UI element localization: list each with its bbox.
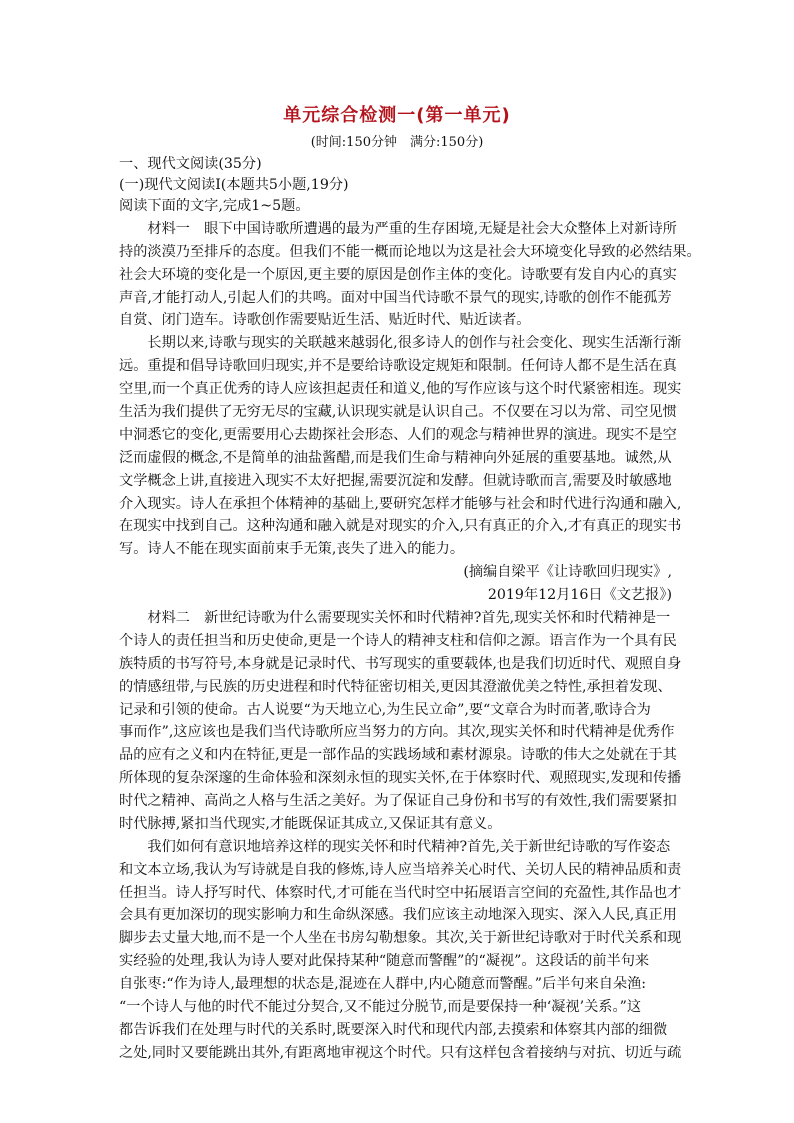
material2-line: 我们如何有意识地培养这样的现实关怀和时代精神?首先,关于新世纪诗歌的写作姿态 (119, 839, 671, 855)
material2-line: “一个诗人与他的时代不能过分契合,又不能过分脱节,而是要保持一种‘凝视’关系。”这 (119, 999, 642, 1015)
page-title: 单元综合检测一(第一单元) (283, 105, 511, 126)
material2-line: 自张枣:“作为诗人,最理想的状态是,混迹在人群中,内心随意而警醒。”后半句来自朵渔: (119, 976, 647, 992)
material2-line: 任担当。诗人抒写时代、体察时代,才可能在当代时空中拓展语言空间的充盈性,其作品也才 (119, 885, 682, 901)
material1-line: 长期以来,诗歌与现实的关联越来越弱化,很多诗人的创作与社会变化、现实生活渐行渐 (119, 335, 682, 351)
material2-line: 时代脉搏,紧扣当代现实,才能既保证其成立,又保证其有意义。 (119, 816, 502, 832)
material1-line: 生活为我们提供了无穷无尽的宝藏,认识现实就是认识自己。不仅要在习以为常、司空见惯 (119, 404, 677, 420)
material2-line: 都告诉我们在处理与时代的关系时,既要深入时代和现代内部,去摸索和体察其内部的细微 (119, 1022, 668, 1038)
sub-section-heading: (一)现代文阅读Ⅰ(本题共5小题,19分) (119, 177, 349, 193)
material2-line: 脚步去丈量大地,而不是一个人坐在书房勾勒想象。其次,关于新世纪诗歌对于时代关系和现 (119, 930, 682, 946)
material2-line: 记录和引领的使命。古人说要“为天地立心,为生民立命”,要“文章合为时而著,歌诗合为 (119, 702, 651, 718)
source-citation: (摘编自梁平《让诗歌回归现实》, (463, 564, 672, 580)
material2-line: 时代之精神、高尚之人格与生活之美好。为了保证自己身份和书写的有效性,我们需要紧扣 (119, 793, 677, 809)
material2-line: 材料二 新世纪诗歌为什么需要现实关怀和时代精神?首先,现实关怀和时代精神是一 (119, 610, 671, 626)
material2-line: 实经验的处理,我认为诗人要对此保持某种“随意而警醒”的“凝视”。这段话的前半句来 (119, 953, 650, 969)
material1-line: 泛而虚假的概念,不是简单的油盐酱醋,而是我们生命与精神向外延展的重要基地。诚然,从 (119, 450, 672, 466)
material1-line: 介入现实。诗人在承担个体精神的基础上,要研究怎样才能够与社会和时代进行沟通和融入, (119, 496, 682, 512)
source-citation: 2019年12月16日《文艺报》) (487, 587, 672, 603)
material2-line: 族特质的书写符号,本身就是记录时代、书写现实的重要载体,也是我们切近时代、观照自身 (119, 656, 682, 672)
material1-line: 空里,而一个真正优秀的诗人应该担起责任和道义,他的写作应该与这个时代紧密相连。现实 (119, 381, 682, 397)
material1-line: 材料一 眼下中国诗歌所遭遇的最为严重的生存困境,无疑是社会大众整体上对新诗所 (119, 221, 677, 237)
material2-line: 和文本立场,我认为写诗就是自我的修炼,诗人应当培养关心时代、关切人民的精神品质和责 (119, 862, 682, 878)
material1-line: 写。诗人不能在现实面前束手无策,丧失了进入的能力。 (119, 541, 465, 557)
material1-line: 社会大环境的变化是一个原因,更主要的原因是创作主体的变化。诗歌要有发自内心的真实 (119, 267, 677, 283)
material2-line: 事而作”,这应该也是我们当代诗歌所应当努力的方向。其次,现实关怀和时代精神是优秀作 (119, 724, 675, 740)
material2-line: 品的应有之义和内在特征,更是一部作品的实践场域和素材源泉。诗歌的伟大之处就在于其 (119, 747, 677, 763)
material1-line: 持的淡漠乃至排斥的态度。但我们不能一概而论地以为这是社会大环境变化导致的必然结果。 (119, 244, 701, 260)
instruction-text: 阅读下面的文字,完成1~5题。 (119, 198, 310, 214)
material2-line: 的情感纽带,与民族的历史进程和时代特征密切相关,更因其澄澈优美之特性,承担着发现、 (119, 679, 672, 695)
section-heading: 一、现代文阅读(35分) (119, 156, 262, 172)
material2-line: 所体现的复杂深邃的生命体验和深刻永恒的现实关怀,在于体察时代、观照现实,发现和传播 (119, 770, 682, 786)
exam-time-and-score: (时间:150分钟 满分:150分) (310, 135, 484, 150)
material2-line: 会具有更加深切的现实影响力和生命纵深感。我们应该主动地深入现实、深入人民,真正用 (119, 907, 677, 923)
material1-line: 中洞悉它的变化,更需要用心去勘探社会形态、人们的观念与精神世界的演进。现实不是空 (119, 427, 677, 443)
material2-line: 之处,同时又要能跳出其外,有距离地审视这个时代。只有这样包含着接纳与对抗、切近与疏 (119, 1045, 682, 1061)
material1-line: 文学概念上讲,直接进入现实不太好把握,需要沉淀和发酵。但就诗歌而言,需要及时敏感地 (119, 473, 672, 489)
material2-line: 个诗人的责任担当和历史使命,更是一个诗人的精神支柱和信仰之源。语言作为一个具有民 (119, 633, 677, 649)
material1-line: 声音,才能打动人,引起人们的共鸣。面对中国当代诗歌不景气的现实,诗歌的创作不能孤芳 (119, 290, 672, 306)
material1-line: 远。重提和倡导诗歌回归现实,并不是要给诗歌设定规矩和限制。任何诗人都不是生活在真 (119, 358, 677, 374)
material1-line: 自赏、闭门造车。诗歌创作需要贴近生活、贴近时代、贴近读者。 (119, 312, 531, 328)
material1-line: 在现实中找到自己。这种沟通和融入就是对现实的介入,只有真正的介入,才有真正的现实书 (119, 518, 682, 534)
